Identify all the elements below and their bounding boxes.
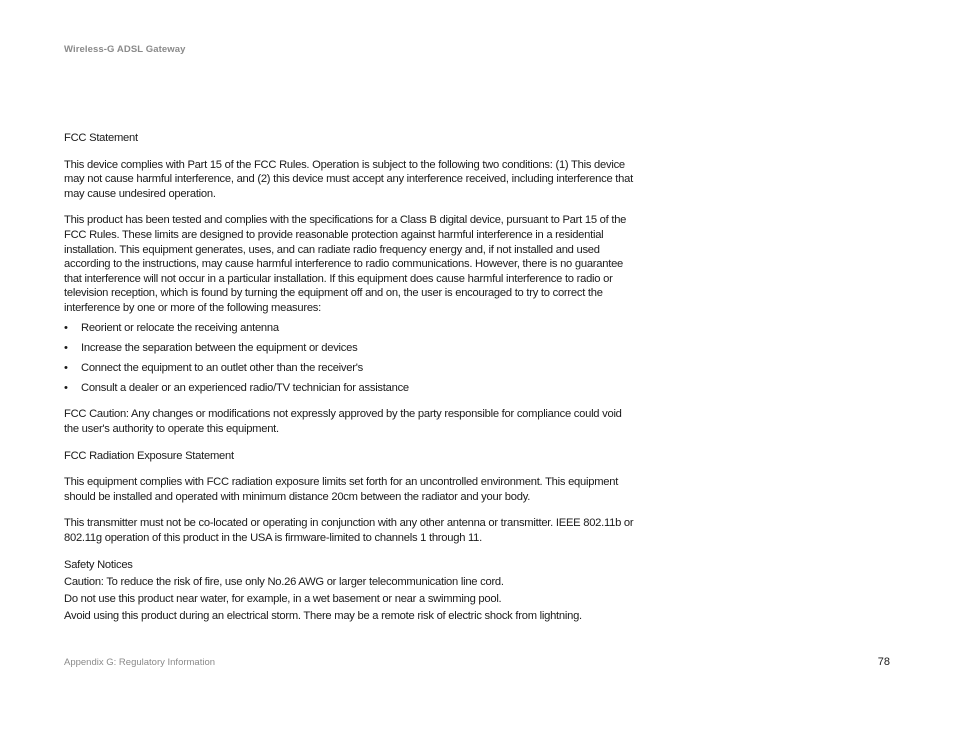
bullet-dot: • <box>64 321 68 334</box>
fcc-statement-paragraph-2: This product has been tested and complies with the specifications for a Class B digital device, pursuant to Part 15 of the FCC Rules. These limits are designed to provide reasonable protection against harmful interference in a residential installation. This equipment generates, uses, and can radiate radio frequency energy and, if not installed and used according to the instructions, may cause harmful interference to radio communications. However, there is no guarantee that interference will not occur in a particular installation. If this equipment does cause harmful interference to radio or television reception, which is found by turning the equipment off and on, the user is encouraged to try to correct the interference by one or more of the following measures: <box>64 214 627 314</box>
bullet-dot: • <box>64 361 68 374</box>
interference-measures-list <box>64 321 639 396</box>
bullet-dot: • <box>64 341 68 354</box>
fcc-statement-heading: FCC Statement <box>64 132 138 144</box>
list-item-text: Increase the separation between the equipment or devices <box>81 341 358 354</box>
fcc-radiation-heading: FCC Radiation Exposure Statement <box>64 449 234 462</box>
safety-notice-line: Caution: To reduce the risk of fire, use only No.26 AWG or larger telecommunication line cord. <box>64 575 504 588</box>
fcc-caution-paragraph: FCC Caution: Any changes or modifications not expressly approved by the party responsible for compliance could void the user's authority to operate this equipment. <box>64 408 622 435</box>
list-item <box>64 341 639 356</box>
bullet-dot: • <box>64 381 68 394</box>
safety-notice-line: Avoid using this product during an electrical storm. There may be a remote risk of electric shock from lightning. <box>64 609 582 622</box>
safety-notice-line: Do not use this product near water, for example, in a wet basement or near a swimming pool. <box>64 592 502 605</box>
safety-notices-heading: Safety Notices <box>64 558 133 571</box>
list-item-text: Connect the equipment to an outlet other than the receiver's <box>81 361 363 374</box>
page-number: 78 <box>877 656 890 668</box>
footer-section-label: Appendix G: Regulatory Information <box>64 657 216 668</box>
running-header: Wireless-G ADSL Gateway <box>64 44 186 55</box>
list-item-text: Consult a dealer or an experienced radio/TV technician for assistance <box>81 381 409 394</box>
fcc-statement-paragraph-1: This device complies with Part 15 of the FCC Rules. Operation is subject to the following two conditions: (1) This device may not cause harmful interference, and (2) this device must accept any interference received, including interference that may cause undesired operation. <box>64 158 633 200</box>
document-body <box>64 131 639 623</box>
list-item <box>64 381 639 396</box>
fcc-radiation-paragraph-2: This transmitter must not be co-located or operating in conjunction with any other antenna or transmitter. IEEE 802.11b or 802.11g operation of this product in the USA is firmware-limited to channels 1 through 11. <box>64 517 634 544</box>
list-item-text: Reorient or relocate the receiving antenna <box>81 321 279 334</box>
fcc-radiation-paragraph-1: This equipment complies with FCC radiation exposure limits set forth for an uncontrolled environment. This equipment should be installed and operated with minimum distance 20cm between the radiator and your body. <box>64 476 619 503</box>
list-item <box>64 321 639 336</box>
list-item <box>64 361 639 376</box>
